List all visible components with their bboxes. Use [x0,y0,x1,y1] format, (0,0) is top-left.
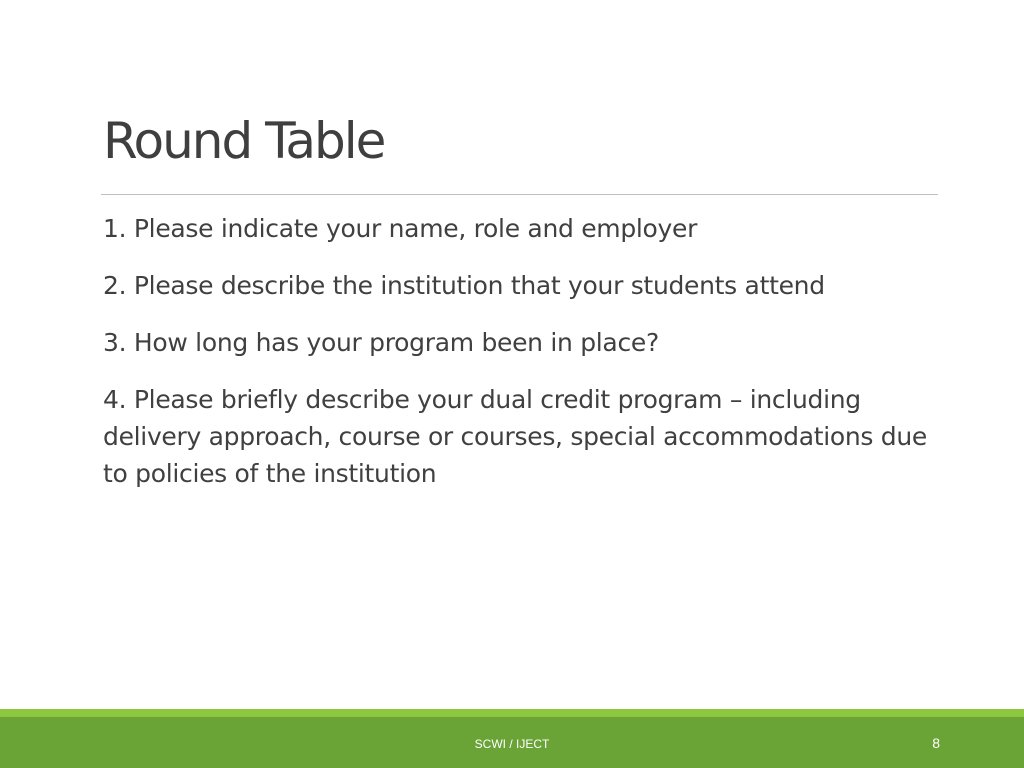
question-item-4: 4. Please briefly describe your dual credit program – including delivery approach, course or courses, special accommodations due to policies of the institution [103,385,927,488]
footer-accent-stripe [0,709,1024,717]
footer-text: SCWI / IJECT [474,737,550,751]
page-number: 8 [932,735,940,751]
title-divider [101,194,938,195]
question-list [103,210,933,512]
slide-title: Round Table [103,112,385,170]
question-item-2: 2. Please describe the institution that your students attend [103,271,825,300]
question-item-1: 1. Please indicate your name, role and employer [103,214,698,243]
question-item-3: 3. How long has your program been in place? [103,328,659,357]
